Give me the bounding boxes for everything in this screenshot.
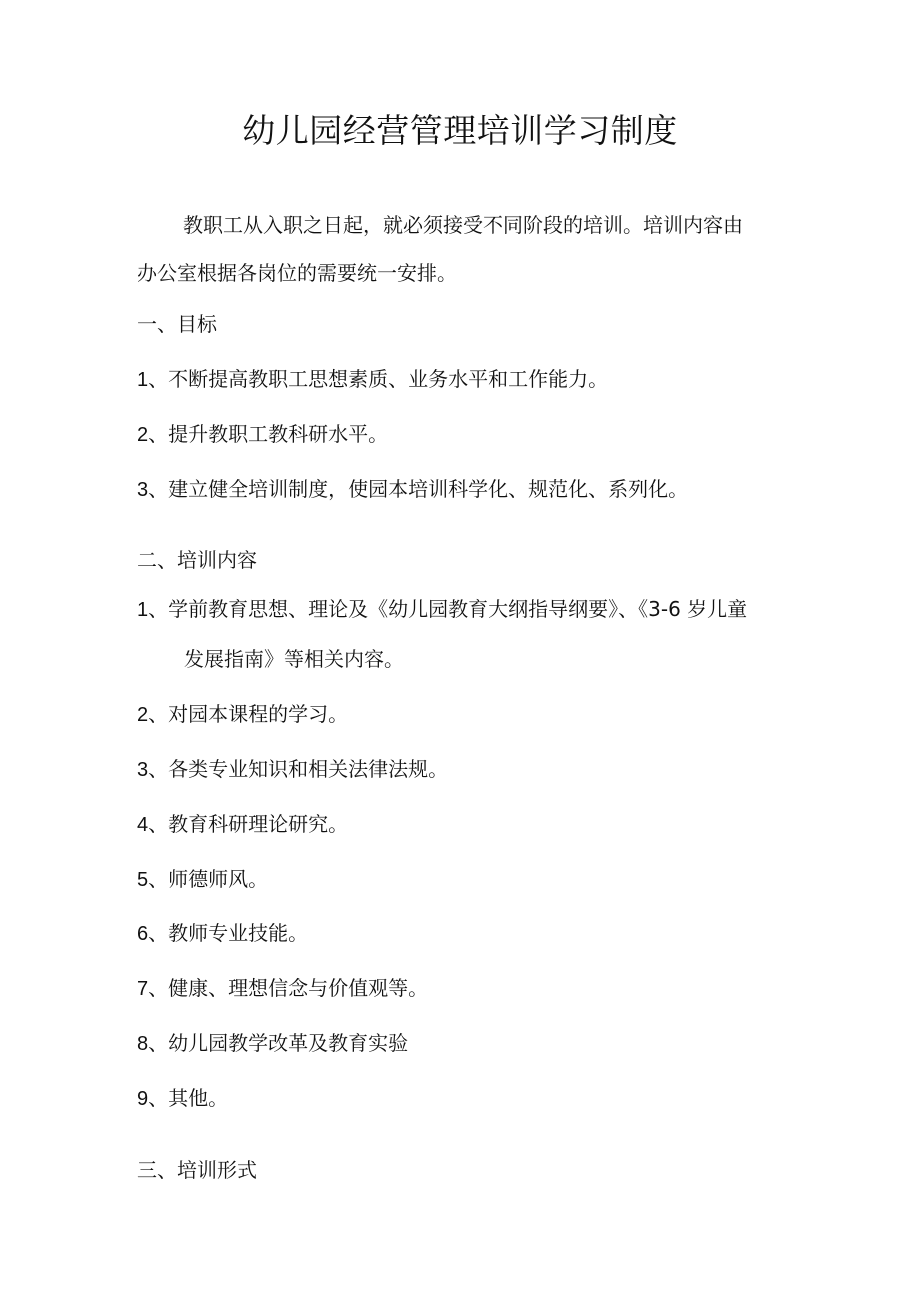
item-number: 2 [137, 704, 149, 726]
list-item [137, 1084, 228, 1113]
item-text: 、教育科研理论研究。 [148, 812, 349, 836]
list-item [137, 810, 348, 839]
item-text: 、学前教育思想、理论及《幼儿园教育大纲指导纲要》、《3-6 岁儿童 [148, 597, 748, 621]
item-number: 4 [137, 814, 149, 836]
item-number: 3 [137, 479, 149, 501]
item-number: 2 [137, 424, 149, 446]
list-item [137, 475, 688, 504]
item-number: 3 [137, 759, 149, 781]
item-text: 、师德师风。 [148, 867, 269, 891]
item-number: 7 [137, 978, 149, 1000]
list-item [137, 700, 348, 729]
list-item-continuation: 发展指南》等相关内容。 [184, 647, 404, 671]
item-number: 1 [137, 599, 149, 621]
item-text: 、对园本课程的学习。 [148, 702, 349, 726]
item-text: 、不断提高教职工思想素质、业务水平和工作能力。 [148, 367, 609, 391]
list-item [137, 865, 268, 894]
item-text: 、幼儿园教学改革及教育实验 [148, 1031, 409, 1055]
section-heading-content: 二、培训内容 [137, 548, 257, 572]
item-number: 5 [137, 869, 149, 891]
list-item [137, 755, 448, 784]
item-text: 、健康、理想信念与价值观等。 [148, 976, 429, 1000]
item-text: 、其他。 [148, 1086, 229, 1110]
list-item [137, 365, 608, 394]
item-number: 1 [137, 369, 149, 391]
item-number: 8 [137, 1033, 149, 1055]
section-heading-format: 三、培训形式 [137, 1158, 257, 1182]
list-item [137, 1029, 408, 1058]
intro-line-2: 办公室根据各岗位的需要统一安排。 [137, 261, 457, 285]
list-item [137, 595, 747, 624]
intro-line-1: 教职工从入职之日起，就必须接受不同阶段的培训。培训内容由 [183, 213, 743, 237]
list-item [137, 919, 308, 948]
item-text: 、教师专业技能。 [148, 921, 309, 945]
list-item [137, 420, 388, 449]
item-text: 、建立健全培训制度，使园本培训科学化、规范化、系列化。 [148, 477, 689, 501]
item-text: 、提升教职工教科研水平。 [148, 422, 389, 446]
section-heading-goals: 一、目标 [137, 312, 217, 336]
item-number: 9 [137, 1088, 149, 1110]
item-text: 、各类专业知识和相关法律法规。 [148, 757, 449, 781]
list-item [137, 974, 428, 1003]
item-number: 6 [137, 923, 149, 945]
document-title: 幼儿园经营管理培训学习制度 [242, 111, 678, 150]
